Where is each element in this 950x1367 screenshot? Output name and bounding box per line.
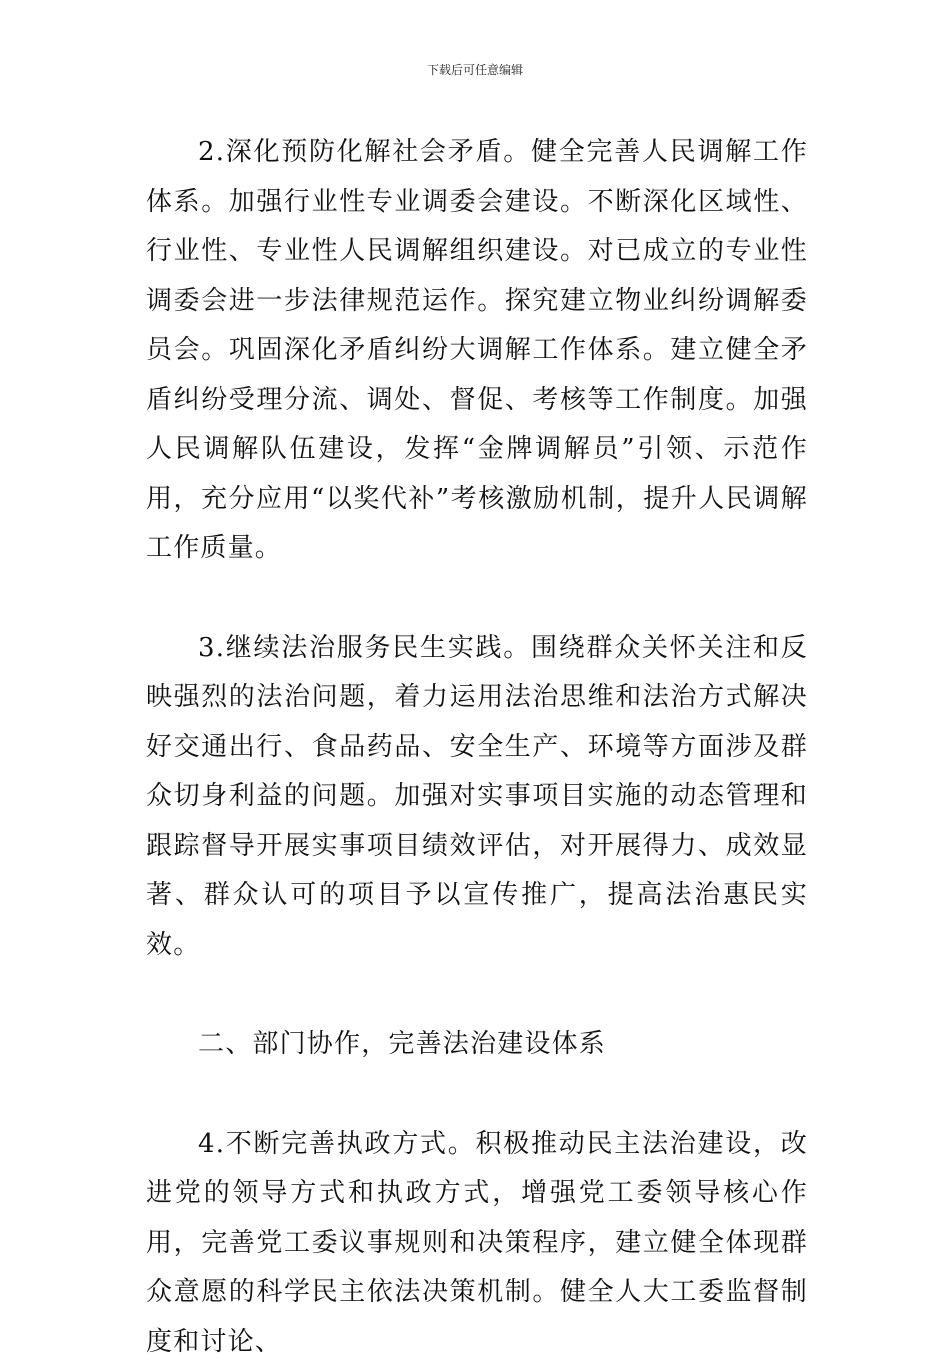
paragraph-item-4: 4.不断完善执政方式。积极推动民主法治建设，改进党的领导方式和执政方式，增强党工委领导核心作用，完善党工委议事规则和决策程序，建立健全体现群众意愿的科学民主依法决策机制。健全人大工委监督制度和讨论、 — [146, 1120, 808, 1367]
document-body — [146, 128, 808, 1367]
paragraph-item-3: 3.继续法治服务民生实践。围绕群众关怀关注和反映强烈的法治问题，着力运用法治思维和法治方式解决好交通出行、食品药品、安全生产、环境等方面涉及群众切身利益的问题。加强对实事项目实施的动态管理和跟踪督导开展实事项目绩效评估，对开展得力、成效显著、群众认可的项目予以宣传推广，提高法治惠民实效。 — [146, 624, 808, 971]
section-heading: 二、部门协作，完善法治建设体系 — [146, 1020, 808, 1070]
page-header: 下载后可任意编辑 — [0, 62, 950, 78]
paragraph-item-2: 2.深化预防化解社会矛盾。健全完善人民调解工作体系。加强行业性专业调委会建设。不断深化区域性、行业性、专业性人民调解组织建设。对已成立的专业性调委会进一步法律规范运作。探究建立物业纠纷调解委员会。巩固深化矛盾纠纷大调解工作体系。建立健全矛盾纠纷受理分流、调处、督促、考核等工作制度。加强人民调解队伍建设，发挥“金牌调解员”引领、示范作用，充分应用“以奖代补”考核激励机制，提升人民调解工作质量。 — [146, 128, 808, 574]
paragraph-gap — [146, 574, 808, 624]
paragraph-gap — [146, 970, 808, 1020]
paragraph-gap — [146, 1070, 808, 1120]
